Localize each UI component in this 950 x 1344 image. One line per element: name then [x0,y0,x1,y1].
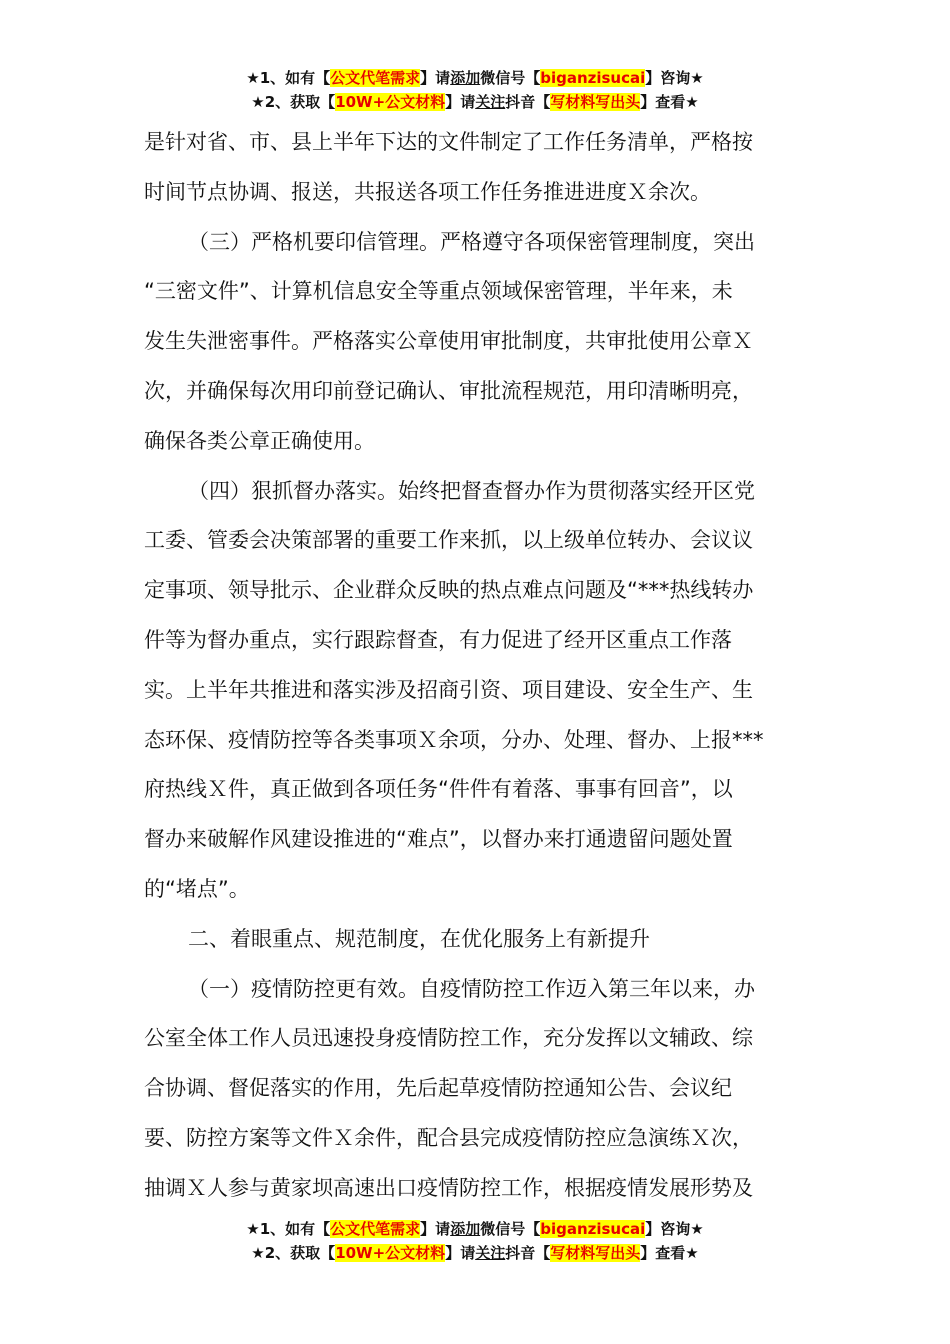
banner-highlight: 写材料写出头 [550,93,641,111]
banner-text: 】请 [420,69,451,87]
text-line: 合协调、督促落实的作用，先后起草疫情防控通知公告、会议纪 [144,1076,732,1101]
banner-text: 】请 [445,1244,476,1262]
banner-underlined: 添加 [450,1220,481,1238]
banner-highlight: 公文代笔需求 [330,69,421,87]
banner-text: ★1、如有【 [246,1220,331,1238]
banner-text: 】请 [420,1220,451,1238]
banner-line-1 [0,1217,950,1241]
banner-text: 】查看★ [640,93,699,111]
paragraph-section-2-1 [144,965,808,1214]
text-line: 发生失泄密事件。严格落实公章使用审批制度，共审批使用公章Ｘ [144,329,753,354]
text-line: （三）严格机要印信管理。严格遵守各项保密管理制度，突出 [188,229,755,254]
banner-text: 】咨询★ [645,1220,704,1238]
banner-text: 】请 [445,93,476,111]
text-line: 督办来破解作风建设推进的“难点”，以督办来打通遗留问题处置 [144,827,733,852]
text-line: 工委、管委会决策部署的重要工作来抓，以上级单位转办、会议议 [144,528,753,553]
text-line: 定事项、领导批示、企业群众反映的热点难点问题及“***热线转办 [144,578,754,603]
paragraph-continuation [144,118,808,218]
banner-highlight: 10W+公文材料 [335,93,446,111]
text-line: 时间节点协调、报送，共报送各项工作任务推进进度Ｘ余次。 [144,179,711,204]
banner-text: 微信号【 [480,1220,541,1238]
text-line: 的“堵点”。 [144,876,250,901]
banner-underlined: 添加 [450,69,481,87]
section-heading-2 [144,915,808,965]
banner-highlight: 10W+公文材料 [335,1244,446,1262]
header-banner [0,66,950,114]
banner-text: ★2、获取【 [251,93,336,111]
text-line: （一）疫情防控更有效。自疫情防控工作迈入第三年以来，办 [188,976,755,1001]
banner-line-1 [0,66,950,90]
text-line: 确保各类公章正确使用。 [144,428,375,453]
banner-line-2 [0,1241,950,1265]
document-body [144,118,808,1214]
banner-highlight: biganzisucai [540,69,646,87]
text-line: 公室全体工作人员迅速投身疫情防控工作，充分发挥以文辅政、综 [144,1026,753,1051]
paragraph-section-3 [144,218,808,467]
banner-underlined: 关注 [475,1244,506,1262]
text-line: 实。上半年共推进和落实涉及招商引资、项目建设、安全生产、生 [144,677,753,702]
paragraph-section-4 [144,467,808,915]
text-line: 件等为督办重点，实行跟踪督查，有力促进了经开区重点工作落 [144,627,732,652]
text-line: 是针对省、市、县上半年下达的文件制定了工作任务清单，严格按 [144,130,753,154]
banner-text: 抖音【 [505,1244,551,1262]
banner-highlight: biganzisucai [540,1220,646,1238]
banner-highlight: 写材料写出头 [550,1244,641,1262]
text-line: 抽调Ｘ人参与黄家坝高速出口疫情防控工作，根据疫情发展形势及 [144,1175,753,1200]
banner-highlight: 公文代笔需求 [330,1220,421,1238]
banner-text: ★1、如有【 [246,69,331,87]
banner-text: 微信号【 [480,69,541,87]
banner-text: 】查看★ [640,1244,699,1262]
text-line: 次，并确保每次用印前登记确认、审批流程规范，用印清晰明亮， [144,378,753,403]
text-line: “三密文件”、计算机信息安全等重点领域保密管理，半年来，未 [144,279,733,304]
banner-text: ★2、获取【 [251,1244,336,1262]
banner-text: 】咨询★ [645,69,704,87]
text-line: 府热线Ｘ件，真正做到各项任务“件件有着落、事事有回音”，以 [144,777,733,802]
text-line: 要、防控方案等文件Ｘ余件，配合县完成疫情防控应急演练Ｘ次， [144,1125,753,1150]
banner-text: 抖音【 [505,93,551,111]
footer-banner [0,1217,950,1265]
banner-underlined: 关注 [475,93,506,111]
text-line: 二、着眼重点、规范制度，在优化服务上有新提升 [188,926,650,951]
text-line: （四）狠抓督办落实。始终把督查督办作为贯彻落实经开区党 [188,478,755,503]
text-line: 态环保、疫情防控等各类事项Ｘ余项，分办、处理、督办、上报*** [144,727,764,752]
banner-line-2 [0,90,950,114]
